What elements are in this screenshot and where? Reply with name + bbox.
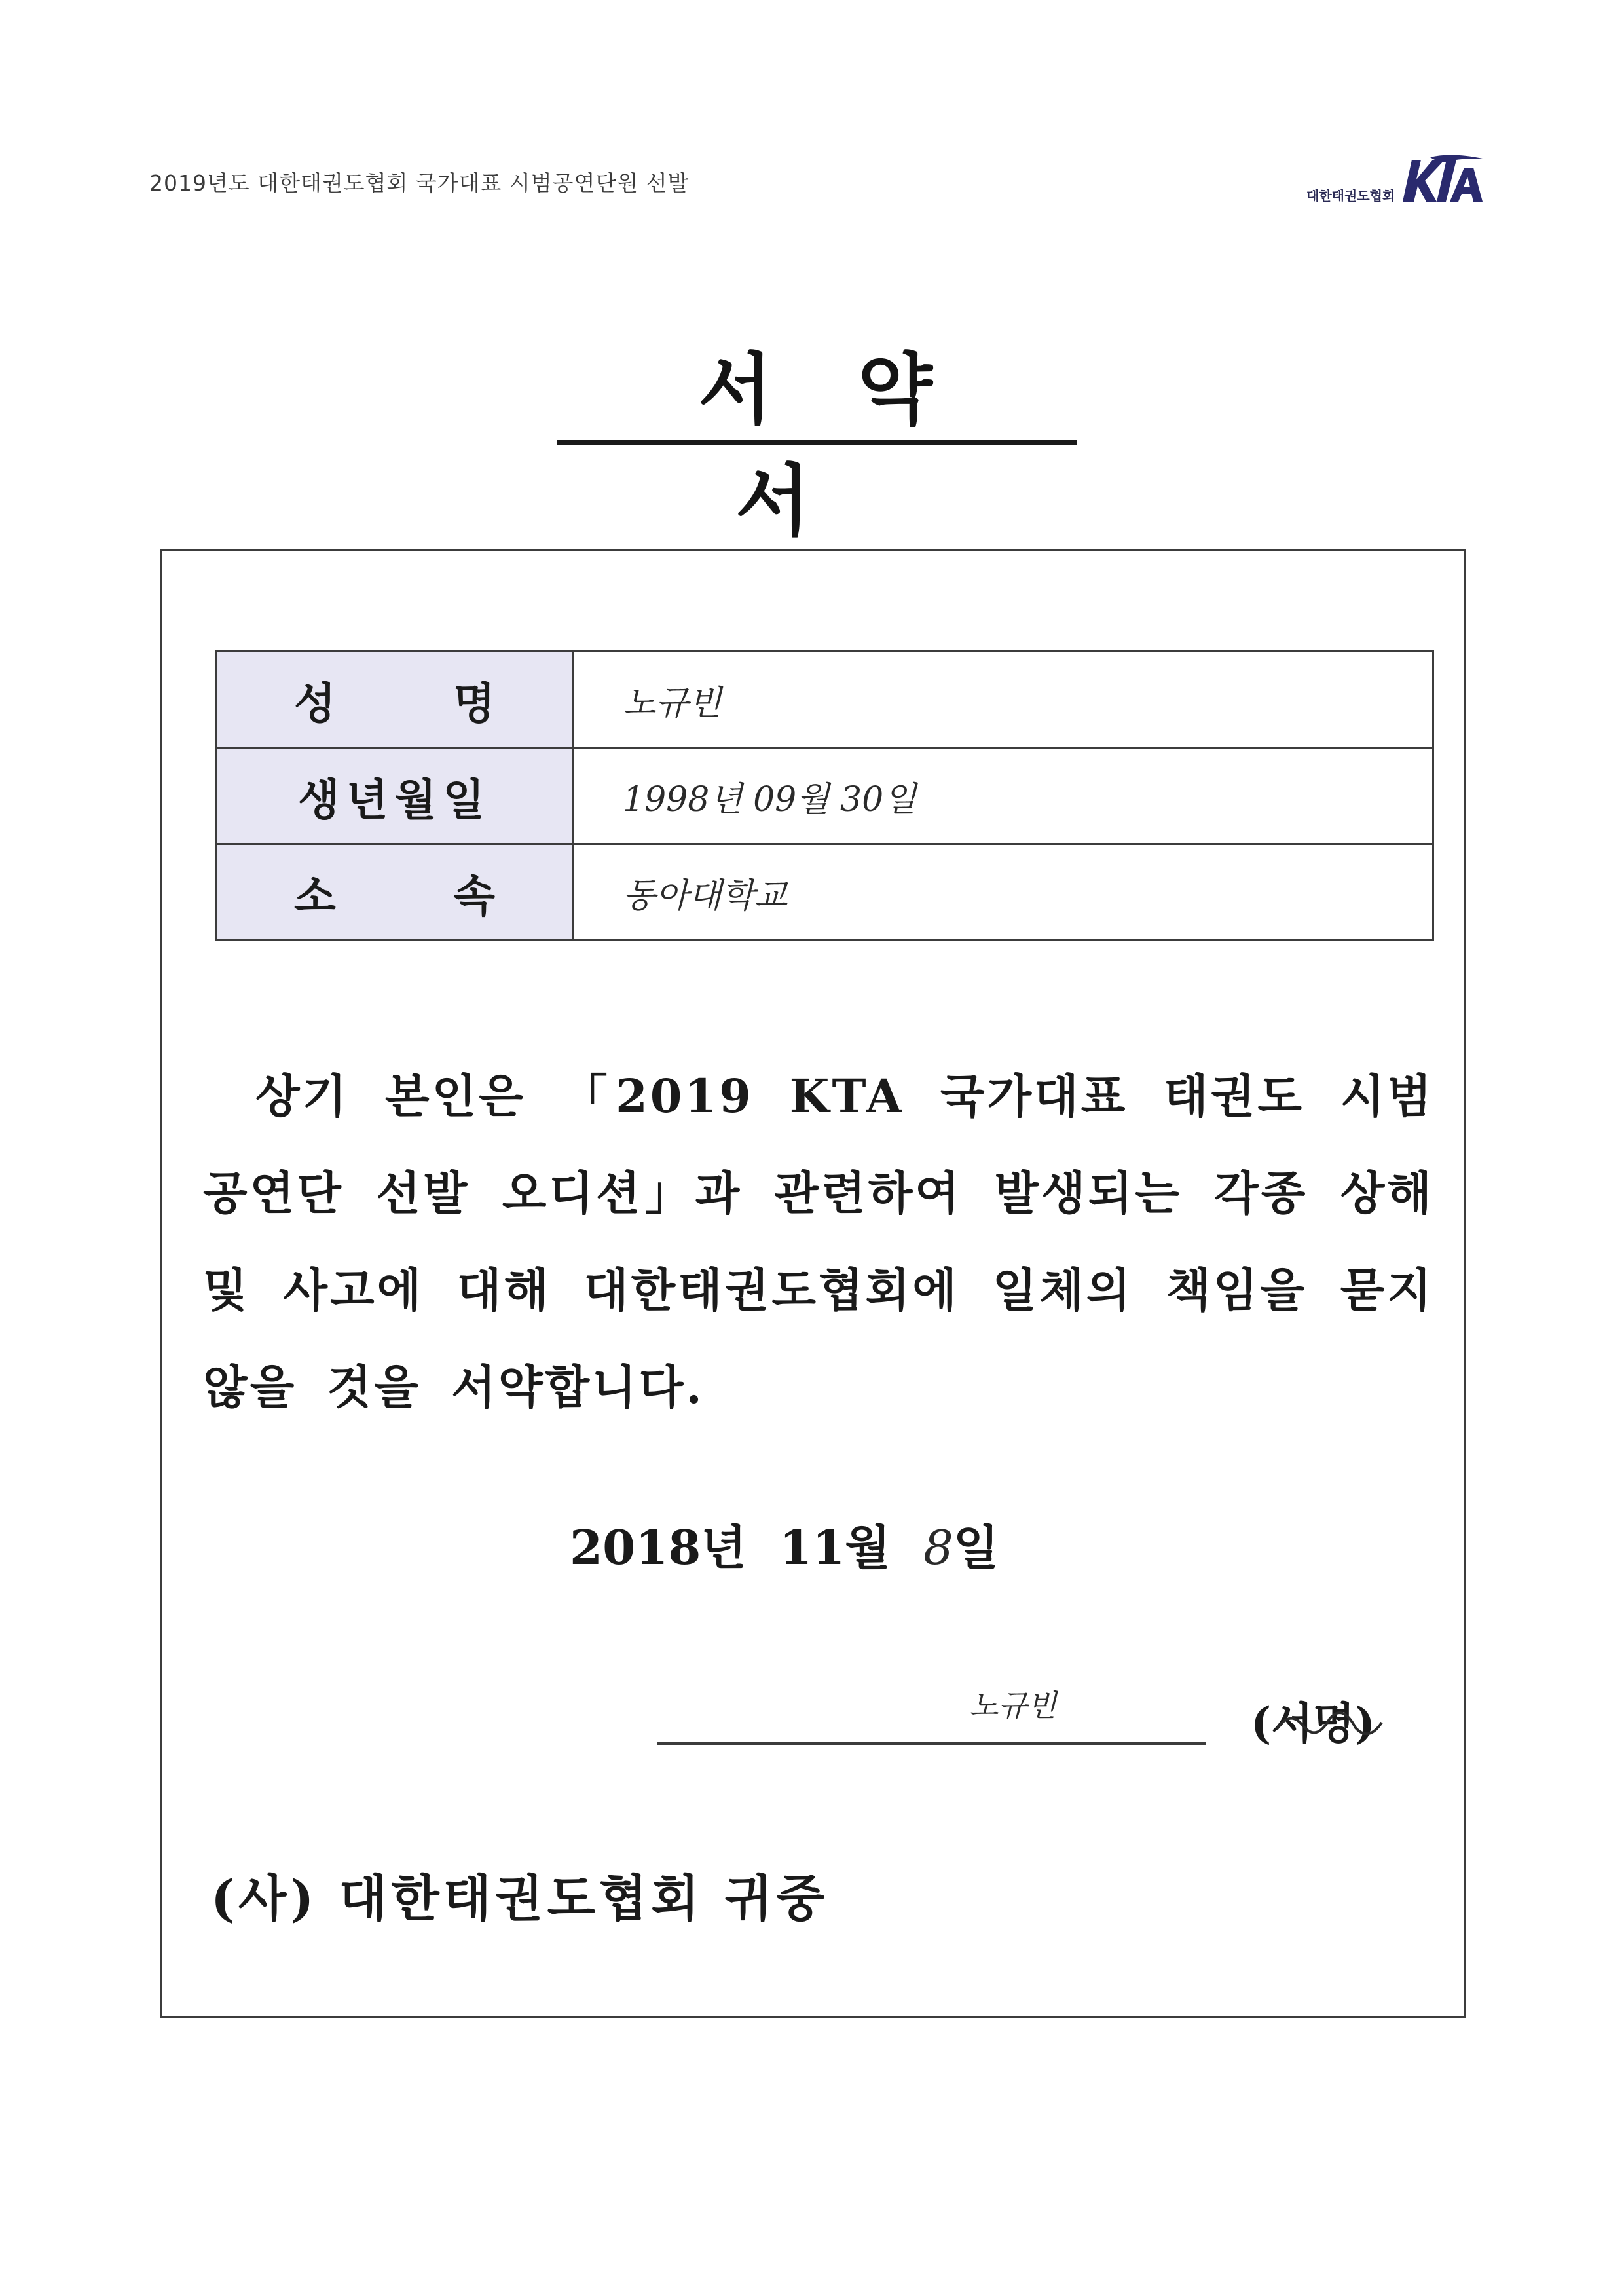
document-title: 서약서 [698,344,1018,546]
birthdate-value: 1998년 09월 30일 [574,748,1433,844]
kta-logo-icon [1399,151,1484,210]
header-title: 2019년도 대한태권도협회 국가대표 시범공연단원 선발 [149,170,690,196]
table-row [216,748,1433,844]
logo-korean-text: 대한태권도협회 [1306,188,1395,204]
name-value: 노규빈 [574,652,1433,748]
pledge-statement: 상기 본인은 「2019 KTA 국가대표 태권도 시범공연단 선발 오디션」과 관련하여 발생되는 각종 상해 및 사고에 대해 대한태권도협회에 일체의 책임을 묻지 않을 것을 서약합니다. [203,1069,1434,1414]
title-underline [557,440,1077,445]
birthdate-label-cell [216,748,574,844]
date-month: 11월 [779,1520,891,1575]
affiliation-value: 동아대학교 [574,844,1433,941]
name-label-cell [216,652,574,748]
date-day-handwritten: 8 [923,1520,953,1575]
personal-info-table [215,650,1434,941]
signature-scribble-icon [1264,1696,1395,1749]
signature-name-handwritten: 노규빈 [969,1688,1057,1723]
affiliation-label-cell [216,844,574,941]
date-day-suffix: 일 [953,1520,999,1575]
name-label: 성 명 [294,678,495,729]
kta-logo [1306,151,1484,210]
table-row [216,652,1433,748]
recipient: (사) 대한태권도협회 귀중 [211,1869,828,1928]
birthdate-label: 생년월일 [297,774,492,825]
affiliation-label: 소 속 [294,870,495,922]
pledge-date [570,1510,999,1578]
signature-label: (서명) [1251,1698,1375,1749]
signature-line [657,1742,1206,1745]
date-year: 2018년 [570,1520,747,1575]
table-row [216,844,1433,941]
